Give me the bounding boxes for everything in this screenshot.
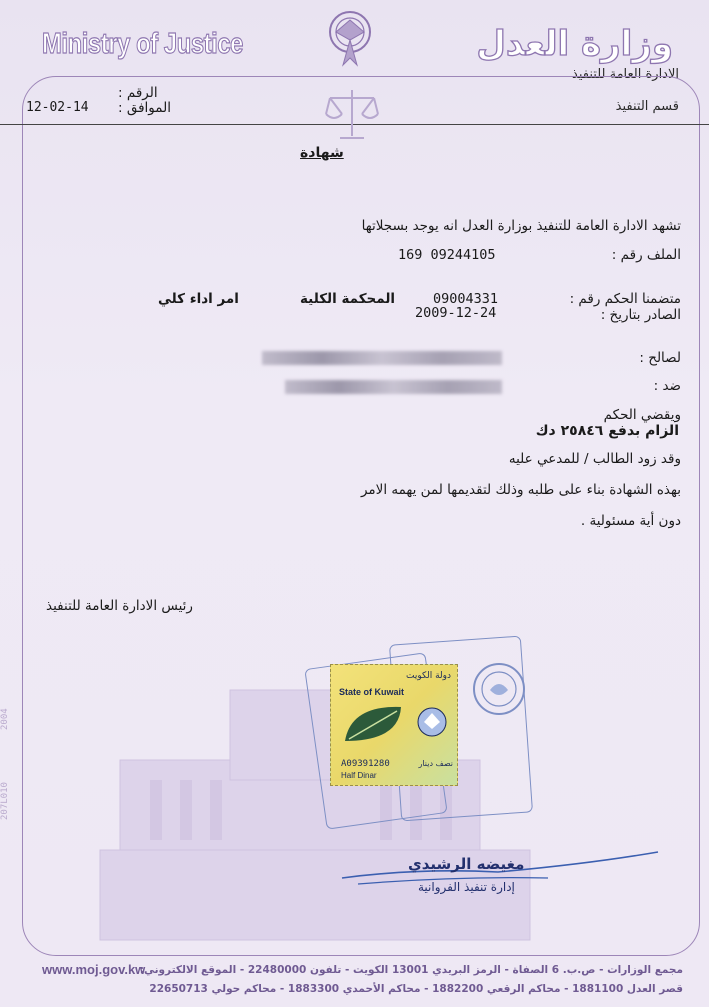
stamp-country-ar: دولة الكويت bbox=[406, 671, 451, 681]
reference-number-label: الرقم : bbox=[118, 85, 158, 101]
judgment-type: امر اداء كلي bbox=[158, 291, 239, 307]
redacted-claimant bbox=[262, 351, 502, 365]
stamp-serial: A09391280 bbox=[341, 759, 390, 769]
signatory-title: رئيس الادارة العامة للتنفيذ bbox=[46, 598, 193, 614]
form-year: 2004 bbox=[0, 708, 10, 730]
file-number-value: 169 09244105 bbox=[398, 247, 496, 263]
website-link[interactable]: www.moj.gov.kw bbox=[42, 962, 146, 977]
issued-date-value: 2009-12-24 bbox=[415, 305, 497, 321]
section-name: قسم التنفيذ bbox=[615, 99, 679, 114]
english-ministry-title: Ministry of Justice bbox=[42, 28, 244, 60]
ruling-label: ويقضي الحكم bbox=[603, 407, 681, 423]
court-name: المحكمة الكلية bbox=[300, 291, 396, 307]
footer-phone-line: قصر العدل 1881100 - محاكم الرقعي 1882200 - محاكم الأحمدي 1883300 - محاكم حولي 22650713 bbox=[149, 983, 683, 995]
in-favor-of-label: لصالح : bbox=[639, 350, 681, 366]
issued-date-label: الصادر بتاريخ : bbox=[600, 307, 681, 323]
liability-line: دون أية مسئولية . bbox=[580, 513, 681, 529]
purpose-line: بهذه الشهادة بناء على طلبه وذلك لتقديمها لمن يهمه الامر bbox=[360, 482, 681, 498]
kuwait-emblem-icon bbox=[326, 10, 374, 74]
applicant-line: وقد زود الطالب / للمدعي عليه bbox=[508, 451, 681, 467]
department-name: الادارة العامة للتنفيذ bbox=[572, 67, 679, 82]
stamp-value: Half Dinar bbox=[341, 771, 377, 780]
stamp-emblem-icon bbox=[415, 705, 449, 739]
judgment-number-label: متضمنا الحكم رقم : bbox=[569, 291, 681, 307]
judgment-number-value: 09004331 bbox=[433, 291, 499, 307]
redacted-defendant bbox=[285, 380, 502, 394]
footer-address-line: مجمع الوزارات - ص.ب. 6 الصفاة - الرمز البريدي 13001 الكويت - تلفون 22480000 - الموقع الالكتروني: bbox=[139, 964, 683, 976]
certificate-intro: تشهد الادارة العامة للتنفيذ بوزارة العدل انه يوجد بسجلاتها bbox=[361, 218, 681, 234]
reference-date-value: 12-02-14 bbox=[26, 100, 89, 115]
against-label: ضد : bbox=[653, 378, 681, 394]
form-code: 207L010 bbox=[0, 782, 10, 820]
signer-name: مغيضه الرشيدي bbox=[408, 855, 525, 873]
signer-office: إدارة تنفيذ الفروانية bbox=[418, 880, 515, 894]
scales-of-justice-icon bbox=[322, 82, 382, 144]
certificate-title: شهادة bbox=[300, 145, 344, 161]
reference-date-label: الموافق : bbox=[118, 100, 171, 116]
file-number-label: الملف رقم : bbox=[611, 247, 681, 263]
circular-seal-icon bbox=[470, 660, 528, 718]
stamp-country: State of Kuwait bbox=[339, 687, 405, 697]
revenue-stamp bbox=[330, 664, 458, 786]
arabic-ministry-title: وزارة العدل bbox=[476, 24, 673, 64]
stamp-leaf-icon bbox=[341, 701, 411, 749]
ruling-text: الزام بدفع ٢٥٨٤٦ دك bbox=[535, 423, 679, 439]
stamp-value-ar: نصف دينار bbox=[418, 759, 453, 768]
